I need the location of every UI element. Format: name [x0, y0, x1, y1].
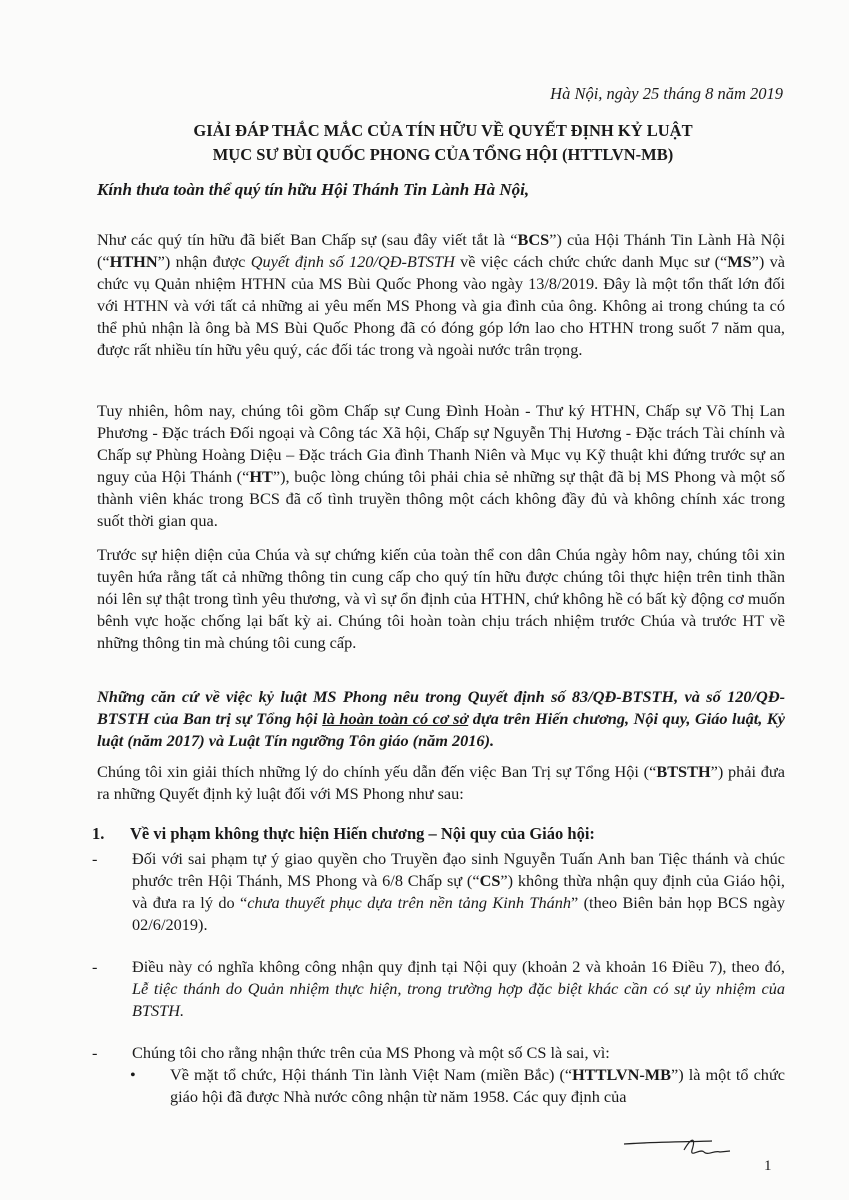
list-item	[92, 848, 785, 936]
text-run: Những căn cứ về việc kỷ luật MS Phong nêu trong Quyết định số 83/QĐ-BTSTH, và số 120/QĐ-BTSTH của Ban trị sự Tổng hội	[97, 687, 785, 728]
dash-marker: -	[92, 957, 98, 976]
italic-reference: Quyết định số 120/QĐ-BTSTH	[250, 252, 455, 271]
section-heading-text: Về vi phạm không thực hiện Hiến chương – Nội quy của Giáo hội:	[130, 824, 595, 843]
text-run: ” (theo Biên bản họp BCS ngày 02/6/2019).	[132, 893, 786, 934]
text-run: Điều này có nghĩa không công nhận quy định tại Nội quy (khoản 2 và khoản 16 Điều 7), theo đó,	[132, 957, 785, 976]
paragraph-3: Trước sự hiện diện của Chúa và sự chứng kiến của toàn thể con dân Chúa ngày hôm nay, chúng tôi xin tuyên hứa rằng tất cả những thông tin cung cấp cho quý tín hữu được chúng tôi thực hiện trên tinh thần nói lên sự thật trong tình yêu thương, và vì sự ổn định của HTHN, chứ không hề có bất kỳ động cơ muốn bênh vực hoặc chống lại bất kỳ ai. Chúng tôi hoàn toàn chịu trách nhiệm trước Chúa và trước HT về những thông tin mà chúng tôi cung cấp.	[97, 545, 785, 652]
bullet-item-text	[170, 1064, 785, 1108]
text-run: Đối với sai phạm tự ý giao quyền cho Truyền đạo sinh Nguyễn Tuấn Anh ban Tiệc thánh và chúc phước trên Hội Thánh, MS Phong và 6/8 Chấp sự (“	[132, 849, 785, 890]
bullet-item	[130, 1064, 785, 1108]
text-run: Chúng tôi xin giải thích những lý do chính yếu dẫn đến việc Ban Trị sự Tổng Hội (“	[97, 762, 657, 781]
text-run: ”), buộc lòng chúng tôi phải chia sẻ những sự thật đã bị MS Phong và một số thành viên khác trong BCS đã cố tình truyền thông một cách không đầy đủ và không chính xác trong suốt thời gian qua.	[97, 467, 785, 530]
text-run: ”) phải đưa ra những Quyết định kỷ luật đối với MS Phong như sau:	[97, 762, 785, 803]
list-item-text: Chúng tôi cho rằng nhận thức trên của MS Phong và một số CS là sai, vì:	[132, 1043, 610, 1062]
bold-term: HTTLVN-MB	[572, 1065, 672, 1084]
paragraph-1	[97, 229, 785, 361]
handwritten-signature	[622, 1130, 742, 1170]
text-run: ”) là một tổ chức giáo hội đã được Nhà nước công nhận từ năm 1958. Các quy định của	[170, 1065, 785, 1106]
text-run: ”) và chức vụ Quản nhiệm HTHN của MS Bùi Quốc Phong vào ngày 13/8/2019. Đây là một tổn thất lớn đối với HTHN và với tất cả những ai yêu mến MS Phong và gia đình của ông. Không ai trong chúng ta có thể phủ nhận là ông bà MS Bùi Quốc Phong đã có đóng góp lớn lao cho HTHN trong suốt 7 năm qua, được rất nhiều tín hữu yêu quý, các đối tác trong và ngoài nước trân trọng.	[97, 252, 786, 359]
paragraph-4-emphasis	[97, 686, 785, 752]
text-run: Tuy nhiên, hôm nay, chúng tôi gồm Chấp sự Cung Đình Hoàn - Thư ký HTHN, Chấp sự Võ Thị Lan Phương - Đặc trách Đối ngoại và Công tác Xã hội, Chấp sự Nguyễn Thị Hương - Đặc trách Tài chính và Chấp sự Phùng Hoàng Diệu – Đặc trách Gia đình Thanh Niên và Mục vụ Kỹ thuật khi đứng trước sự an nguy của Hội Thánh (“	[97, 401, 785, 486]
text-run: ”) của Hội Thánh Tin Lành Hà Nội (“	[97, 230, 785, 271]
bullet-marker: •	[130, 1065, 136, 1084]
text-run: dựa trên Hiến chương, Nội quy, Giáo luật, Kỷ luật (năm 2017) và Luật Tín ngưỡng Tôn giáo (năm 2016).	[97, 709, 785, 750]
italic-quote: Lễ tiệc thánh do Quản nhiệm thực hiện, trong trường hợp đặc biệt khác cần có sự ủy nhiệm của BTSTH.	[132, 979, 785, 1020]
text-run: ”) nhận được	[157, 252, 251, 271]
text-run: về việc cách chức chức danh Mục sư (“	[454, 252, 728, 271]
bold-term: CS	[479, 871, 501, 890]
list-item-text	[132, 956, 785, 1022]
section-heading-1	[92, 824, 595, 844]
list-item-text	[132, 848, 785, 936]
document-date: Hà Nội, ngày 25 tháng 8 năm 2019	[550, 84, 783, 103]
title-line-1: GIẢI ĐÁP THẮC MẮC CỦA TÍN HỮU VỀ QUYẾT ĐỊNH KỶ LUẬT	[193, 121, 693, 140]
dash-marker: -	[92, 849, 98, 868]
document-title	[100, 119, 786, 167]
italic-quote: chưa thuyết phục dựa trên nền tảng Kinh Thánh	[247, 893, 572, 912]
greeting: Kính thưa toàn thể quý tín hữu Hội Thánh Tin Lành Hà Nội,	[97, 180, 530, 199]
list-item	[92, 1042, 785, 1064]
underlined-phrase: là hoàn toàn có cơ sở	[322, 709, 469, 728]
page-number: 1	[764, 1158, 772, 1174]
bold-term: BCS	[517, 230, 550, 249]
paragraph-2	[97, 400, 785, 532]
paragraph-5	[97, 761, 785, 805]
dash-marker: -	[92, 1043, 98, 1062]
bold-term: MS	[727, 252, 752, 271]
text-run: Về mặt tổ chức, Hội thánh Tin lành Việt Nam (miền Bắc) (“	[170, 1065, 573, 1084]
text-run: Như các quý tín hữu đã biết Ban Chấp sự (sau đây viết tắt là “	[97, 230, 518, 249]
bold-term: BTSTH	[656, 762, 711, 781]
text-run: ”) không thừa nhận quy định của Giáo hội, và đưa ra lý do “	[132, 871, 785, 912]
bold-term: HT	[249, 467, 273, 486]
title-line-2: MỤC SƯ BÙI QUỐC PHONG CỦA TỔNG HỘI (HTTLVN-MB)	[212, 145, 674, 164]
list-item	[92, 956, 785, 1022]
bold-term: HTHN	[109, 252, 158, 271]
section-number: 1.	[92, 824, 105, 843]
